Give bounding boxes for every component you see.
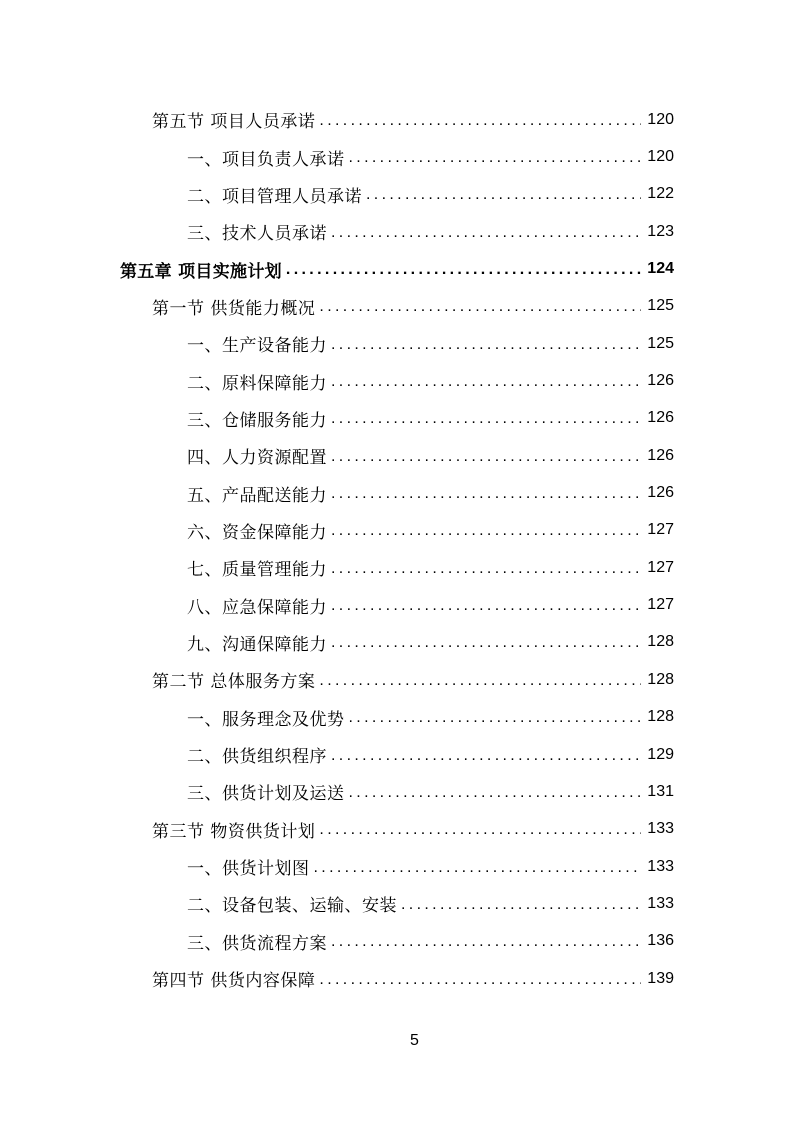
toc-entry-title: 一、供货计划图 (187, 859, 310, 880)
toc-entry-page: 139 (647, 969, 674, 987)
toc-section-entry (0, 101, 793, 138)
toc-entry-title: 二、供货组织程序 (187, 747, 327, 768)
toc-chapter-entry (0, 250, 793, 287)
toc-entry-page: 128 (647, 633, 674, 651)
toc-entry-title: 四、人力资源配置 (187, 448, 327, 469)
toc-entry-title: 第四节 供货内容保障 (152, 971, 316, 992)
toc-entry-title: 一、服务理念及优势 (187, 709, 345, 730)
toc-section-entry (0, 288, 793, 325)
toc-entry-page: 126 (647, 484, 674, 502)
toc-dot-leader (314, 860, 642, 876)
toc-entry-title: 三、技术人员承诺 (187, 224, 327, 245)
toc-dot-leader (331, 523, 641, 539)
toc-entry-page: 126 (647, 409, 674, 427)
toc-dot-leader (319, 972, 641, 988)
toc-dot-leader (286, 262, 641, 278)
toc-entry-page: 125 (647, 297, 674, 315)
toc-subsection-entry (0, 400, 793, 437)
toc-subsection-entry (0, 699, 793, 736)
toc-entry-page: 125 (647, 334, 674, 352)
toc-subsection-entry (0, 474, 793, 511)
toc-entry-page: 127 (647, 521, 674, 539)
toc-subsection-entry (0, 885, 793, 922)
toc-entry-page: 127 (647, 596, 674, 614)
toc-section-entry (0, 811, 793, 848)
toc-dot-leader (366, 187, 641, 203)
toc-entry-title: 二、原料保障能力 (187, 373, 327, 394)
toc-entry-page: 127 (647, 558, 674, 576)
toc-entry-title: 三、供货计划及运送 (187, 784, 345, 805)
toc-dot-leader (331, 411, 641, 427)
toc-subsection-entry (0, 512, 793, 549)
toc-dot-leader (349, 785, 642, 801)
toc-subsection-entry (0, 923, 793, 960)
toc-dot-leader (331, 486, 641, 502)
toc-entry-title: 第一节 供货能力概况 (152, 298, 316, 319)
toc-entry-page: 126 (647, 372, 674, 390)
toc-subsection-entry (0, 549, 793, 586)
toc-entry-title: 五、产品配送能力 (187, 485, 327, 506)
toc-entry-page: 136 (647, 932, 674, 950)
toc-entry-title: 九、沟通保障能力 (187, 634, 327, 655)
toc-entry-title: 二、项目管理人员承诺 (187, 186, 362, 207)
toc-subsection-entry (0, 773, 793, 810)
toc-dot-leader (331, 225, 641, 241)
toc-dot-leader (331, 598, 641, 614)
toc-dot-leader (331, 374, 641, 390)
toc-dot-leader (401, 897, 641, 913)
toc-entry-page: 133 (647, 894, 674, 912)
toc-dot-leader (319, 299, 641, 315)
toc-subsection-entry (0, 736, 793, 773)
toc-entry-title: 三、供货流程方案 (187, 933, 327, 954)
toc-entry-title: 第三节 物资供货计划 (152, 821, 316, 842)
toc-entry-title: 八、应急保障能力 (187, 597, 327, 618)
toc-subsection-entry (0, 138, 793, 175)
page-number: 5 (410, 1032, 419, 1049)
toc-section-entry (0, 661, 793, 698)
toc-subsection-entry (0, 848, 793, 885)
table-of-contents (0, 101, 793, 997)
toc-dot-leader (331, 934, 641, 950)
toc-entry-title: 第二节 总体服务方案 (152, 672, 316, 693)
toc-dot-leader (349, 710, 642, 726)
toc-subsection-entry (0, 624, 793, 661)
toc-entry-page: 133 (647, 820, 674, 838)
toc-subsection-entry (0, 586, 793, 623)
toc-dot-leader (331, 748, 641, 764)
toc-subsection-entry (0, 362, 793, 399)
toc-subsection-entry (0, 213, 793, 250)
toc-dot-leader (331, 449, 641, 465)
toc-dot-leader (331, 337, 641, 353)
toc-entry-title: 一、生产设备能力 (187, 336, 327, 357)
toc-entry-title: 七、质量管理能力 (187, 560, 327, 581)
toc-entry-title: 六、资金保障能力 (187, 522, 327, 543)
toc-entry-title: 三、仓储服务能力 (187, 410, 327, 431)
toc-entry-page: 129 (647, 745, 674, 763)
toc-entry-page: 133 (647, 857, 674, 875)
toc-dot-leader (319, 673, 641, 689)
toc-entry-page: 124 (647, 260, 674, 278)
toc-entry-title: 第五章 项目实施计划 (120, 261, 282, 282)
toc-dot-leader (349, 150, 642, 166)
toc-entry-page: 122 (647, 185, 674, 203)
toc-dot-leader (319, 822, 641, 838)
toc-entry-page: 128 (647, 708, 674, 726)
toc-entry-page: 120 (647, 110, 674, 128)
toc-entry-title: 第五节 项目人员承诺 (152, 112, 316, 133)
toc-entry-title: 一、项目负责人承诺 (187, 149, 345, 170)
toc-entry-page: 128 (647, 670, 674, 688)
toc-dot-leader (331, 635, 641, 651)
toc-dot-leader (319, 113, 641, 129)
toc-entry-page: 131 (647, 782, 674, 800)
toc-entry-page: 126 (647, 446, 674, 464)
toc-subsection-entry (0, 176, 793, 213)
toc-section-entry (0, 960, 793, 997)
toc-dot-leader (331, 561, 641, 577)
toc-subsection-entry (0, 325, 793, 362)
toc-subsection-entry (0, 437, 793, 474)
toc-entry-title: 二、设备包装、运输、安装 (187, 896, 397, 917)
toc-entry-page: 120 (647, 148, 674, 166)
toc-entry-page: 123 (647, 222, 674, 240)
